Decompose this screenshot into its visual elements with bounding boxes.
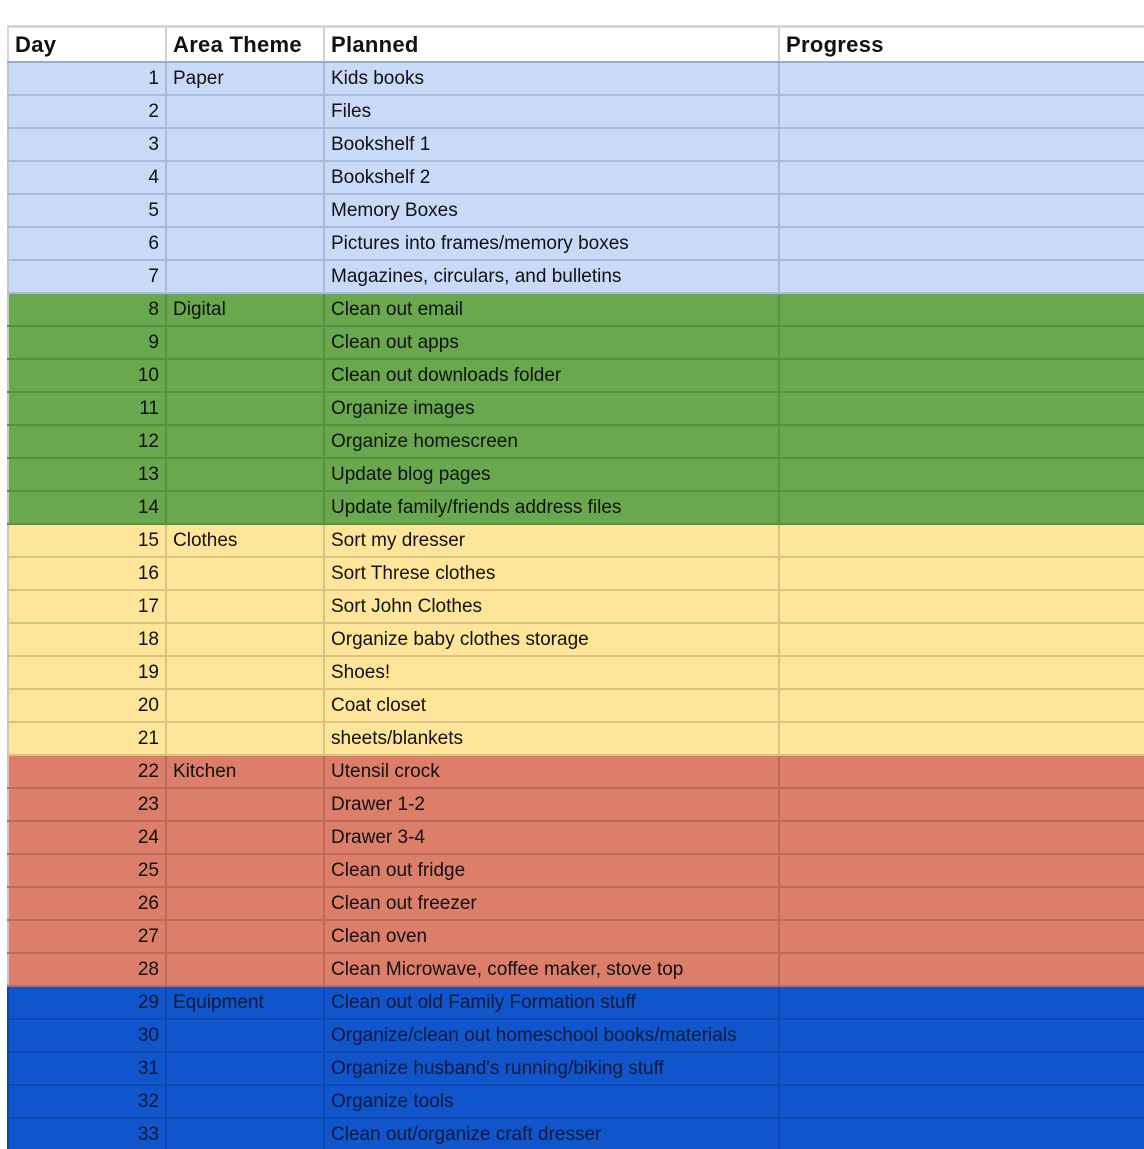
planned-cell[interactable]: Kids books	[324, 62, 779, 95]
planned-cell[interactable]: Clean out email	[324, 293, 779, 326]
planned-cell[interactable]: Bookshelf 2	[324, 161, 779, 194]
day-cell[interactable]: 16	[8, 557, 166, 590]
table-row	[8, 1118, 1144, 1149]
progress-cell[interactable]	[779, 689, 1144, 722]
day-cell[interactable]: 12	[8, 425, 166, 458]
area-cell[interactable]	[166, 425, 324, 458]
planned-cell[interactable]: Clean out/organize craft dresser	[324, 1118, 779, 1149]
progress-cell[interactable]	[779, 425, 1144, 458]
table-row	[8, 293, 1144, 326]
plan-rows	[8, 62, 1144, 1149]
progress-cell[interactable]	[779, 458, 1144, 491]
progress-cell[interactable]	[779, 590, 1144, 623]
planned-cell[interactable]: Utensil crock	[324, 755, 779, 788]
table-row	[8, 425, 1144, 458]
day-cell[interactable]: 6	[8, 227, 166, 260]
day-cell[interactable]: 22	[8, 755, 166, 788]
progress-cell[interactable]	[779, 920, 1144, 953]
table-row	[8, 986, 1144, 1019]
area-cell[interactable]: Clothes	[166, 524, 324, 557]
area-cell[interactable]	[166, 1052, 324, 1085]
progress-cell[interactable]	[779, 722, 1144, 755]
day-cell[interactable]: 17	[8, 590, 166, 623]
table-row	[8, 161, 1144, 194]
day-cell[interactable]: 29	[8, 986, 166, 1019]
plan-table	[7, 25, 1144, 1149]
table-row	[8, 821, 1144, 854]
planned-cell[interactable]: Memory Boxes	[324, 194, 779, 227]
planned-cell[interactable]: Coat closet	[324, 689, 779, 722]
header-day[interactable]: Day	[8, 27, 166, 63]
area-cell[interactable]	[166, 392, 324, 425]
table-row	[8, 722, 1144, 755]
day-cell[interactable]: 13	[8, 458, 166, 491]
table-row	[8, 953, 1144, 986]
table-row	[8, 458, 1144, 491]
area-cell[interactable]	[166, 689, 324, 722]
area-cell[interactable]	[166, 95, 324, 128]
day-cell[interactable]: 15	[8, 524, 166, 557]
table-row	[8, 1085, 1144, 1118]
day-cell[interactable]: 5	[8, 194, 166, 227]
day-cell[interactable]: 30	[8, 1019, 166, 1052]
area-cell[interactable]	[166, 722, 324, 755]
table-row	[8, 623, 1144, 656]
progress-cell[interactable]	[779, 1052, 1144, 1085]
progress-cell[interactable]	[779, 293, 1144, 326]
planned-cell[interactable]: Shoes!	[324, 656, 779, 689]
area-cell[interactable]	[166, 854, 324, 887]
area-cell[interactable]	[166, 260, 324, 293]
planned-cell[interactable]: Clean out old Family Formation stuff	[324, 986, 779, 1019]
area-cell[interactable]	[166, 887, 324, 920]
day-cell[interactable]: 3	[8, 128, 166, 161]
planned-cell[interactable]: Sort Threse clothes	[324, 557, 779, 590]
planned-cell[interactable]: Bookshelf 1	[324, 128, 779, 161]
header-planned[interactable]: Planned	[324, 27, 779, 63]
area-cell[interactable]	[166, 557, 324, 590]
planned-cell[interactable]: Clean out freezer	[324, 887, 779, 920]
table-row	[8, 689, 1144, 722]
day-cell[interactable]: 20	[8, 689, 166, 722]
progress-cell[interactable]	[779, 953, 1144, 986]
day-cell[interactable]: 14	[8, 491, 166, 524]
progress-cell[interactable]	[779, 1085, 1144, 1118]
day-cell[interactable]: 1	[8, 62, 166, 95]
area-cell[interactable]	[166, 227, 324, 260]
day-cell[interactable]: 24	[8, 821, 166, 854]
table-row	[8, 1052, 1144, 1085]
table-row	[8, 95, 1144, 128]
progress-cell[interactable]	[779, 986, 1144, 1019]
planned-cell[interactable]: Clean oven	[324, 920, 779, 953]
progress-cell[interactable]	[779, 524, 1144, 557]
area-cell[interactable]	[166, 1118, 324, 1149]
area-cell[interactable]: Paper	[166, 62, 324, 95]
planned-cell[interactable]: Clean out fridge	[324, 854, 779, 887]
progress-cell[interactable]	[779, 854, 1144, 887]
planned-cell[interactable]: Organize husband's running/biking stuff	[324, 1052, 779, 1085]
planned-cell[interactable]: Clean out apps	[324, 326, 779, 359]
table-row	[8, 590, 1144, 623]
day-cell[interactable]: 9	[8, 326, 166, 359]
area-cell[interactable]	[166, 590, 324, 623]
table-row	[8, 920, 1144, 953]
planned-cell[interactable]: Organize homescreen	[324, 425, 779, 458]
header-row	[8, 27, 1144, 63]
day-cell[interactable]: 2	[8, 95, 166, 128]
planned-cell[interactable]: Update blog pages	[324, 458, 779, 491]
table-row	[8, 656, 1144, 689]
planned-cell[interactable]: Sort my dresser	[324, 524, 779, 557]
planned-cell[interactable]: Update family/friends address files	[324, 491, 779, 524]
planned-cell[interactable]: Clean out downloads folder	[324, 359, 779, 392]
area-cell[interactable]	[166, 458, 324, 491]
planned-cell[interactable]: Files	[324, 95, 779, 128]
table-row	[8, 194, 1144, 227]
planned-cell[interactable]: Drawer 1-2	[324, 788, 779, 821]
progress-cell[interactable]	[779, 821, 1144, 854]
day-cell[interactable]: 25	[8, 854, 166, 887]
day-cell[interactable]: 7	[8, 260, 166, 293]
day-cell[interactable]: 21	[8, 722, 166, 755]
planned-cell[interactable]: sheets/blankets	[324, 722, 779, 755]
area-cell[interactable]: Kitchen	[166, 755, 324, 788]
area-cell[interactable]	[166, 491, 324, 524]
day-cell[interactable]: 11	[8, 392, 166, 425]
table-row	[8, 62, 1144, 95]
table-row	[8, 359, 1144, 392]
day-cell[interactable]: 26	[8, 887, 166, 920]
table-row	[8, 491, 1144, 524]
progress-cell[interactable]	[779, 95, 1144, 128]
planned-cell[interactable]: Clean Microwave, coffee maker, stove top	[324, 953, 779, 986]
planned-cell[interactable]: Organize baby clothes storage	[324, 623, 779, 656]
table-row	[8, 557, 1144, 590]
area-cell[interactable]	[166, 623, 324, 656]
area-cell[interactable]	[166, 359, 324, 392]
day-cell[interactable]: 28	[8, 953, 166, 986]
day-cell[interactable]: 19	[8, 656, 166, 689]
progress-cell[interactable]	[779, 623, 1144, 656]
table-row	[8, 326, 1144, 359]
table-row	[8, 788, 1144, 821]
day-cell[interactable]: 8	[8, 293, 166, 326]
area-cell[interactable]	[166, 920, 324, 953]
progress-cell[interactable]	[779, 788, 1144, 821]
header-progress[interactable]: Progress	[779, 27, 1144, 63]
planned-cell[interactable]: Drawer 3-4	[324, 821, 779, 854]
header-area-theme[interactable]: Area Theme	[166, 27, 324, 63]
progress-cell[interactable]	[779, 326, 1144, 359]
day-cell[interactable]: 33	[8, 1118, 166, 1149]
progress-cell[interactable]	[779, 194, 1144, 227]
progress-cell[interactable]	[779, 755, 1144, 788]
area-cell[interactable]	[166, 953, 324, 986]
table-row	[8, 755, 1144, 788]
table-row	[8, 260, 1144, 293]
area-cell[interactable]	[166, 326, 324, 359]
day-cell[interactable]: 10	[8, 359, 166, 392]
area-cell[interactable]: Equipment	[166, 986, 324, 1019]
area-cell[interactable]	[166, 161, 324, 194]
table-row	[8, 854, 1144, 887]
area-cell[interactable]	[166, 1019, 324, 1052]
table-row	[8, 392, 1144, 425]
progress-cell[interactable]	[779, 227, 1144, 260]
progress-cell[interactable]	[779, 128, 1144, 161]
progress-cell[interactable]	[779, 557, 1144, 590]
table-row	[8, 887, 1144, 920]
declutter-plan-sheet	[7, 25, 1144, 1149]
planned-cell[interactable]: Organize/clean out homeschool books/materials	[324, 1019, 779, 1052]
progress-cell[interactable]	[779, 161, 1144, 194]
planned-cell[interactable]: Magazines, circulars, and bulletins	[324, 260, 779, 293]
table-row	[8, 1019, 1144, 1052]
day-cell[interactable]: 32	[8, 1085, 166, 1118]
progress-cell[interactable]	[779, 491, 1144, 524]
area-cell[interactable]	[166, 821, 324, 854]
area-cell[interactable]	[166, 128, 324, 161]
progress-cell[interactable]	[779, 260, 1144, 293]
progress-cell[interactable]	[779, 1019, 1144, 1052]
day-cell[interactable]: 27	[8, 920, 166, 953]
progress-cell[interactable]	[779, 62, 1144, 95]
progress-cell[interactable]	[779, 887, 1144, 920]
planned-cell[interactable]: Organize tools	[324, 1085, 779, 1118]
table-row	[8, 128, 1144, 161]
progress-cell[interactable]	[779, 656, 1144, 689]
area-cell[interactable]	[166, 656, 324, 689]
area-cell[interactable]: Digital	[166, 293, 324, 326]
table-row	[8, 524, 1144, 557]
day-cell[interactable]: 23	[8, 788, 166, 821]
progress-cell[interactable]	[779, 392, 1144, 425]
day-cell[interactable]: 18	[8, 623, 166, 656]
table-row	[8, 227, 1144, 260]
area-cell[interactable]	[166, 1085, 324, 1118]
planned-cell[interactable]: Pictures into frames/memory boxes	[324, 227, 779, 260]
progress-cell[interactable]	[779, 359, 1144, 392]
area-cell[interactable]	[166, 788, 324, 821]
progress-cell[interactable]	[779, 1118, 1144, 1149]
day-cell[interactable]: 31	[8, 1052, 166, 1085]
planned-cell[interactable]: Organize images	[324, 392, 779, 425]
planned-cell[interactable]: Sort John Clothes	[324, 590, 779, 623]
day-cell[interactable]: 4	[8, 161, 166, 194]
area-cell[interactable]	[166, 194, 324, 227]
